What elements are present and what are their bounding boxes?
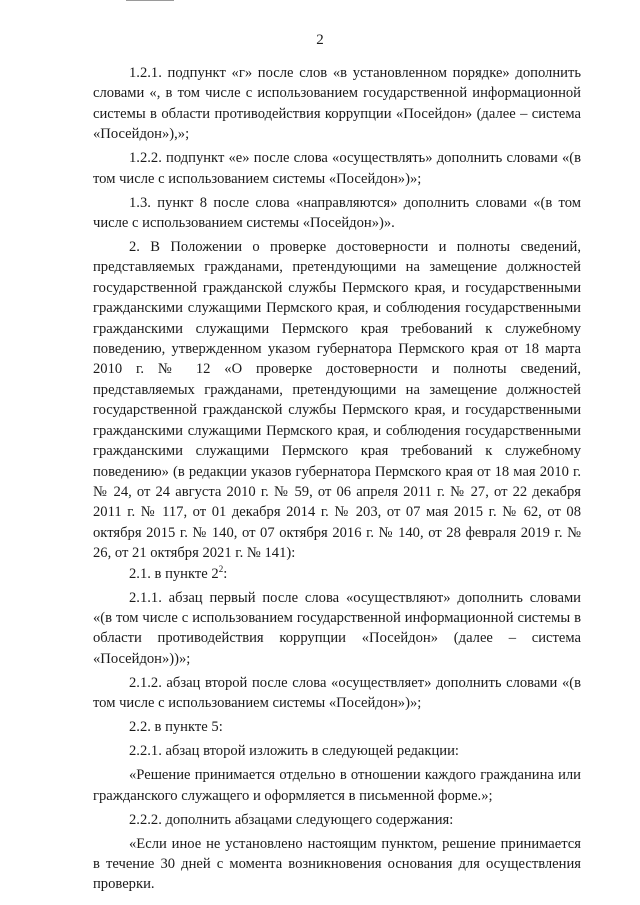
paragraph-2-2: 2.2. в пункте 5:: [129, 719, 223, 736]
paragraph-1-2-1: 1.2.1. подпункт «г» после слов «в установленном порядке» дополнить словами «, в том числе с использованием государственной информационной системы в области противодействия коррупции «Посейдон» (далее – система «Посейдон»),»;: [93, 65, 581, 143]
paragraph-quote-if: «Если иное не установлено настоящим пунктом, решение принимается в течение 30 дней с момента возникновения основания для осуществления проверки.: [93, 835, 581, 893]
page-number: 2: [316, 32, 324, 48]
paragraph-2-2-1: 2.2.1. абзац второй изложить в следующей редакции:: [129, 743, 459, 760]
paragraph-1-2-2: 1.2.2. подпункт «е» после слова «осуществлять» дополнить словами «(в том числе с использованием системы «Посейдон»)»;: [93, 150, 581, 187]
paragraph-quote-decision: «Решение принимается отдельно в отношении каждого гражданина или гражданского служащего и оформляется в письменной форме.»;: [93, 767, 581, 804]
paragraph-2-1-1: 2.1.1. абзац первый после слова «осуществляют» дополнить словами «(в том числе с использованием государственной информационной системы в области противодействия коррупции «Посейдон» (далее – система «Посейдон»))»;: [93, 589, 581, 667]
paragraph-2-2-2: 2.2.2. дополнить абзацами следующего содержания:: [129, 811, 454, 828]
top-edge-mark: [126, 0, 174, 4]
document-body: [93, 63, 581, 898]
paragraph-2-1-text: 2.1. в пункте 2: [129, 565, 219, 582]
paragraph-1-3: 1.3. пункт 8 после слова «направляются» дополнить словами «(в том числе с использованием системы «Посейдон»)».: [93, 194, 581, 232]
superscript: 2: [218, 563, 224, 574]
paragraph-2-1: [93, 564, 581, 584]
paragraph-2: 2. В Положении о проверке достоверности и полноты сведений, представляемых гражданами, претендующими на замещение должностей государственной гражданской службы Пермского края, и государственными гражданскими служащими Пермского края, и соблюдения государственными гражданскими служащими Пермского края требований к служебному поведению, утвержденном указом губернатора Пермского края от 18 марта 2010 г. № 12 «О проверке достоверности и полноты сведений, представляемых гражданами, претендующими на замещение должностей государственной гражданской службы Пермского края, и государственными гражданскими служащими Пермского края, и соблюдения государственными гражданскими служащими Пермского края требований к служебному поведению» (в редакции указов губернатора Пермского края от 18 мая 2010 г. № 24, от 24 августа 2010 г. № 59, от 06 апреля 2011 г. № 27, от 22 декабря 2011 г. № 117, от 01 декабря 2014 г. № 203, от 07 мая 2015 г. № 62, от 08 октября 2015 г. № 140, от 07 октября 2016 г. № 140, от 28 февраля 2019 г. № 26, от 21 октября 2021 г. № 141):: [93, 239, 581, 562]
paragraph-2-1-tail: :: [223, 565, 228, 582]
paragraph-2-1-2: 2.1.2. абзац второй после слова «осуществляет» дополнить словами «(в том числе с использованием системы «Посейдон»)»;: [93, 674, 581, 712]
